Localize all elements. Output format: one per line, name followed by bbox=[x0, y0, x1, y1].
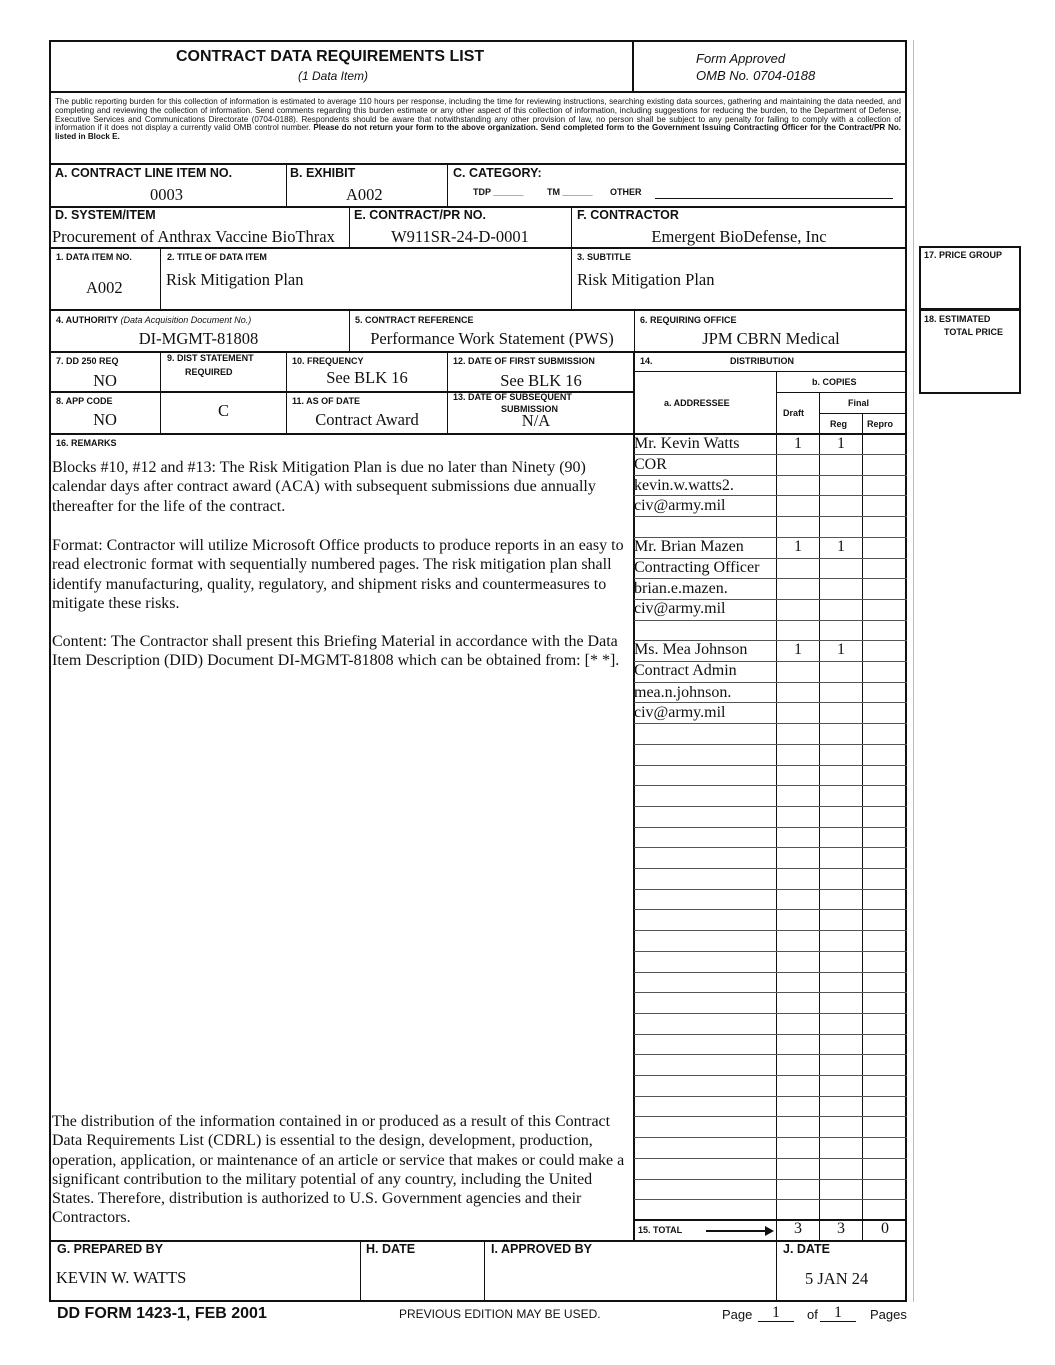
grid-line bbox=[634, 1075, 907, 1076]
label-reg: Reg bbox=[830, 419, 848, 429]
subtitle-value: Risk Mitigation Plan bbox=[577, 270, 715, 289]
omb-number: OMB No. 0704-0188 bbox=[696, 68, 816, 83]
label-tm: TM ______ bbox=[547, 187, 593, 197]
system-item-value: Procurement of Anthrax Vaccine BioThrax bbox=[52, 229, 335, 246]
label-contractor: F. CONTRACTOR bbox=[577, 208, 679, 222]
grid-line bbox=[634, 1179, 907, 1180]
label-approved-by: I. APPROVED BY bbox=[491, 1242, 592, 1256]
grid-line bbox=[634, 827, 907, 828]
page-number: 1 bbox=[758, 1304, 794, 1322]
contract-reference-value: Performance Work Statement (PWS) bbox=[370, 329, 614, 348]
data-item-no-value: A002 bbox=[86, 278, 123, 297]
label-frequency: 10. FREQUENCY bbox=[292, 356, 364, 366]
label-total: 15. TOTAL bbox=[638, 1225, 683, 1235]
grid-line bbox=[634, 806, 907, 807]
exhibit-value: A002 bbox=[346, 185, 383, 204]
grid-line bbox=[634, 1034, 907, 1035]
label-category: C. CATEGORY: bbox=[453, 166, 542, 180]
label-estimated: 18. ESTIMATED bbox=[924, 314, 991, 324]
total-draft: 3 bbox=[794, 1220, 802, 1237]
price-group-box bbox=[919, 246, 1021, 310]
label-subsequent: 13. DATE OF SUBSEQUENT bbox=[453, 392, 572, 402]
label-first-submission: 12. DATE OF FIRST SUBMISSION bbox=[453, 356, 595, 366]
grid-line bbox=[634, 951, 907, 952]
grid-line bbox=[634, 785, 907, 786]
label-subtitle: 3. SUBTITLE bbox=[577, 252, 632, 262]
form-title: CONTRACT DATA REQUIREMENTS LIST bbox=[176, 48, 485, 65]
remarks-paragraph-3: Content: The Contractor shall present this Briefing Material in accordance with the Data Item Description (DID) Document DI-MGMT-81808 which can be obtained from: [* *]. bbox=[52, 633, 620, 670]
grid-line bbox=[634, 495, 907, 496]
addressee-line: civ@army.mil bbox=[634, 600, 726, 617]
grid-line bbox=[634, 1137, 907, 1138]
form-subtitle: (1 Data Item) bbox=[298, 69, 369, 83]
addressee-line: Mr. Brian Mazen bbox=[634, 538, 744, 555]
burden-notice bbox=[55, 98, 901, 142]
label-approval-date: J. DATE bbox=[783, 1242, 830, 1256]
estimated-total-price-box bbox=[919, 309, 1021, 394]
label-exhibit: B. EXHIBIT bbox=[290, 166, 356, 180]
label-price-group: 17. PRICE GROUP bbox=[924, 250, 1003, 260]
grid-line bbox=[634, 765, 907, 766]
label-as-of-date: 11. AS OF DATE bbox=[292, 396, 361, 406]
label-dist-required: REQUIRED bbox=[185, 367, 233, 377]
grid-line bbox=[634, 889, 907, 890]
label-final: Final bbox=[848, 398, 870, 408]
of-label: of bbox=[807, 1307, 818, 1322]
label-authority-sub: (Data Acquisition Document No.) bbox=[120, 315, 252, 325]
grid-line bbox=[634, 1116, 907, 1117]
grid-line bbox=[634, 972, 907, 973]
label-title: 2. TITLE OF DATA ITEM bbox=[167, 252, 267, 262]
reg-copies: 1 bbox=[837, 435, 845, 452]
reg-copies: 1 bbox=[837, 538, 845, 555]
notice-text: The public reporting burden for this collection of information is estimated to average 110 hours per response, including the time for reviewing instructions, searching existing data sources, gathering and maintaining the data needed, and completing and reviewing the collection of information. Send comments regarding this burden estimate or any other aspect of this collection of information, including suggestions for reducing the burden, to the Department of Defense, Executive Services and Communications Directorate (0704-0188). Respondents should be aware that notwithstanding any other provision of law, no person shall be subject to any penalty for failing to comply with a collection of information if it does not display a currently valid OMB control number. bbox=[55, 97, 901, 133]
addressee-line: COR bbox=[634, 456, 667, 473]
grid-line bbox=[634, 702, 907, 703]
label-addressee: a. ADDRESSEE bbox=[664, 398, 730, 408]
app-code-value: NO bbox=[93, 410, 117, 429]
notice-bold-text: Please do not return your form to the above organization. Send completed form to the Government Issuing Contracting Officer for the Contract/PR No. listed in Block E. bbox=[55, 123, 901, 142]
grid-line bbox=[634, 1013, 907, 1014]
label-clin: A. CONTRACT LINE ITEM NO. bbox=[55, 166, 233, 180]
grid-line bbox=[634, 847, 907, 848]
title-value: Risk Mitigation Plan bbox=[166, 270, 304, 289]
addressee-line: Contracting Officer bbox=[634, 559, 760, 576]
grid-line bbox=[634, 868, 907, 869]
label-draft: Draft bbox=[783, 408, 805, 418]
grid-line bbox=[634, 744, 907, 745]
approval-date-value: 5 JAN 24 bbox=[805, 1269, 869, 1288]
label-submission: SUBMISSION bbox=[501, 404, 559, 414]
remarks-paragraph-2: Format: Contractor will utilize Microsoft Office products to produce reports in an easy to read electronic format with sequentially numbered pages. The risk mitigation plan shall identify manufacturing, quality, regulatory, and shipment risks and countermeasures to mitigate these risks. bbox=[52, 537, 624, 612]
first-submission-value: See BLK 16 bbox=[500, 371, 582, 390]
label-authority-text: 4. AUTHORITY bbox=[56, 315, 119, 325]
label-dd250: 7. DD 250 REQ bbox=[56, 356, 119, 366]
total-arrow-icon bbox=[706, 1230, 766, 1232]
as-of-date-value: Contract Award bbox=[315, 410, 419, 429]
label-distribution: DISTRIBUTION bbox=[730, 356, 794, 366]
label-app-code: 8. APP CODE bbox=[56, 396, 113, 406]
remarks-distribution-statement: The distribution of the information contained in or produced as a result of this Contract Data Requirements List (CDRL) is essential to the design, development, production, operation, application, or maintenance of an article or service that makes or could make a significant contribution to the military potential of any country, including the United States. Therefore, distribution is authorized to U.S. Government agencies and their Contractors. bbox=[52, 1113, 625, 1227]
remarks-paragraph-1: Blocks #10, #12 and #13: The Risk Mitigation Plan is due no later than Ninety (90) calendar days after contract award (ACA) with subsequent submissions due annually thereafter for the life of the contract. bbox=[52, 459, 596, 515]
grid-line bbox=[634, 992, 907, 993]
form-number: DD FORM 1423-1, FEB 2001 bbox=[57, 1305, 267, 1322]
label-authority bbox=[56, 316, 251, 325]
label-system-item: D. SYSTEM/ITEM bbox=[55, 208, 156, 222]
dist-statement-value: C bbox=[217, 401, 229, 420]
label-contract-reference: 5. CONTRACT REFERENCE bbox=[355, 315, 474, 325]
total-repro: 0 bbox=[881, 1220, 889, 1237]
label-14: 14. bbox=[640, 356, 653, 366]
label-dist-statement: 9. DIST STATEMENT bbox=[167, 353, 254, 363]
prepared-by-value: KEVIN W. WATTS bbox=[56, 1268, 187, 1287]
addressee-line: civ@army.mil bbox=[634, 497, 726, 514]
subsequent-submission-value: N/A bbox=[521, 411, 551, 430]
label-copies: b. COPIES bbox=[812, 377, 857, 387]
addressee-line: brian.e.mazen. bbox=[634, 580, 728, 597]
label-date: H. DATE bbox=[366, 1242, 416, 1256]
grid-line bbox=[634, 620, 907, 621]
grid-line bbox=[634, 682, 907, 683]
page-label: Page bbox=[722, 1307, 753, 1322]
label-data-item-no: 1. DATA ITEM NO. bbox=[56, 252, 132, 262]
contractor-value: Emergent BioDefense, Inc bbox=[651, 227, 827, 246]
contract-no-value: W911SR-24-D-0001 bbox=[391, 227, 529, 246]
grid-line bbox=[634, 1054, 907, 1055]
addressee-line: mea.n.johnson. bbox=[634, 684, 732, 701]
form-approved: Form Approved bbox=[696, 51, 786, 66]
grid-line bbox=[634, 1096, 907, 1097]
label-contract-no: E. CONTRACT/PR NO. bbox=[354, 208, 486, 222]
addressee-line: Contract Admin bbox=[634, 662, 737, 679]
label-total-price: TOTAL PRICE bbox=[944, 327, 1004, 337]
grid-line bbox=[634, 578, 907, 579]
requiring-office-value: JPM CBRN Medical bbox=[702, 329, 840, 348]
page-count: 1 bbox=[820, 1304, 856, 1322]
grid-line bbox=[634, 909, 907, 910]
addressee-line: kevin.w.watts2. bbox=[634, 477, 734, 494]
label-requiring-office: 6. REQUIRING OFFICE bbox=[640, 315, 737, 325]
label-prepared-by: G. PREPARED BY bbox=[57, 1242, 164, 1256]
grid-line bbox=[634, 1158, 907, 1159]
addressee-line: Mr. Kevin Watts bbox=[634, 435, 740, 452]
addressee-line: civ@army.mil bbox=[634, 704, 726, 721]
grid-line bbox=[634, 723, 907, 724]
reg-copies: 1 bbox=[837, 641, 845, 658]
grid-line bbox=[634, 930, 907, 931]
authority-value: DI-MGMT-81808 bbox=[138, 329, 259, 348]
grid-line bbox=[634, 1199, 907, 1200]
draft-copies: 1 bbox=[794, 435, 802, 452]
label-other: OTHER bbox=[610, 187, 642, 197]
pages-label: Pages bbox=[870, 1307, 907, 1322]
label-tdp: TDP ______ bbox=[473, 187, 524, 197]
draft-copies: 1 bbox=[794, 641, 802, 658]
addressee-line: Ms. Mea Johnson bbox=[634, 641, 748, 658]
draft-copies: 1 bbox=[794, 538, 802, 555]
grid-line bbox=[634, 516, 907, 517]
grid-line bbox=[634, 475, 907, 476]
label-repro: Repro bbox=[867, 419, 894, 429]
dd250-value: NO bbox=[93, 371, 117, 390]
total-reg: 3 bbox=[837, 1220, 845, 1237]
right-margin-line bbox=[913, 40, 914, 1302]
grid-line bbox=[634, 454, 907, 455]
label-remarks: 16. REMARKS bbox=[56, 438, 117, 448]
frequency-value: See BLK 16 bbox=[326, 368, 408, 387]
clin-value: 0003 bbox=[150, 185, 183, 204]
previous-edition: PREVIOUS EDITION MAY BE USED. bbox=[399, 1307, 601, 1321]
